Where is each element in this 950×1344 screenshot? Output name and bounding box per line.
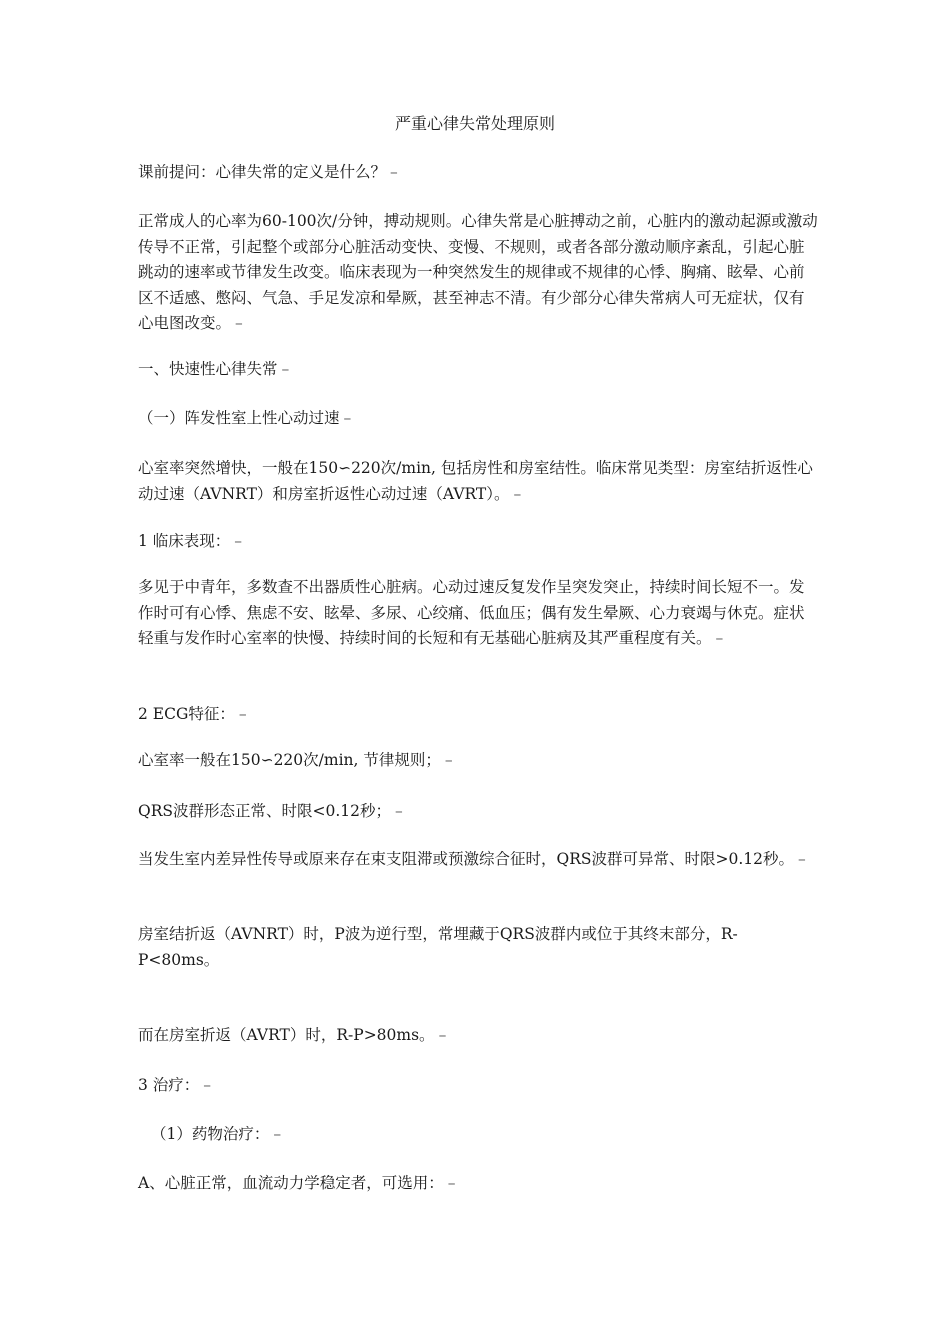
paragraph-mark: – [281, 360, 290, 378]
paragraph [138, 160, 818, 186]
paragraph [138, 209, 818, 337]
paragraph [138, 456, 818, 507]
numbered-heading [138, 1073, 818, 1099]
paragraph-mark: – [238, 705, 247, 723]
paragraph-mark: – [235, 314, 243, 332]
section-heading [138, 357, 818, 383]
paragraph-text: A、心脏正常，血流动力学稳定者，可选用： [138, 1174, 444, 1192]
paragraph-text: 而在房室折返（AVRT）时，R-P>80ms。 [138, 1026, 435, 1044]
paragraph-text: 多见于中青年，多数查不出器质性心脏病。心动过速反复发作呈突发突止，持续时间长短不一。发作时可有心悸、焦虑不安、眩晕、多尿、心绞痛、低血压；偶有发生晕厥、心力衰竭与休克。症状轻重与发作时心室率的快慢、持续时间的长短和有无基础心脏病及其严重程度有关。 [138, 578, 805, 647]
paragraph-mark: – [395, 802, 403, 820]
paragraph-text: 正常成人的心率为60-100次/分钟，搏动规则。心律失常是心脏搏动之前，心脏内的激动起源或激动传导不正常，引起整个或部分心脏活动变快、变慢、不规则，或者各部分激动顺序紊乱，引起心脏跳动的速率或节律发生改变。临床表现为一种突然发生的规律或不规律的心悸、胸痛、眩晕、心前区不适感、憋闷、气急、手足发凉和晕厥，甚至神志不清。有少部分心律失常病人可无症状，仅有心电图改变。 [138, 212, 818, 332]
paragraph-mark: – [798, 850, 806, 868]
paragraph-text: QRS波群形态正常、时限<0.12秒； [138, 802, 391, 820]
paragraph-text: （1）药物治疗： [151, 1125, 270, 1143]
paragraph [138, 847, 818, 873]
paragraph-text: 心室率一般在150∽220次/min, 节律规则； [138, 751, 441, 769]
paragraph-mark: – [438, 1026, 447, 1044]
paragraph-mark: – [513, 484, 522, 503]
paragraph-mark: – [715, 629, 724, 647]
document-title: 严重心律失常处理原则 [394, 114, 555, 133]
numbered-subheading [151, 1122, 831, 1148]
paragraph-mark: – [343, 409, 352, 427]
paragraph-text: 一、快速性心律失常 [138, 360, 278, 378]
paragraph-text: 2 ECG特征： [138, 705, 235, 723]
paragraph-mark: – [390, 163, 398, 181]
paragraph-mark: – [444, 751, 453, 769]
paragraph-text: 心室率突然增快，一般在150∽220次/min, 包括房性和房室结性。临床常见类型：房室结折返性心动过速（AVNRT）和房室折返性心动过速（AVRT）。 [138, 459, 813, 503]
paragraph [138, 575, 818, 652]
paragraph-mark: – [273, 1125, 282, 1143]
paragraph-text: （一）阵发性室上性心动过速 [138, 409, 340, 427]
paragraph [138, 748, 818, 774]
numbered-heading [138, 702, 818, 728]
paragraph [138, 1171, 818, 1197]
paragraph [138, 922, 818, 973]
paragraph-text: 1 临床表现： [138, 532, 231, 550]
paragraph-text: 课前提问：心律失常的定义是什么？ [138, 163, 387, 181]
paragraph-text: 当发生室内差异性传导或原来存在束支阻滞或预激综合征时，QRS波群可异常、时限>0.12秒。 [138, 850, 794, 868]
paragraph-text: 3 治疗： [138, 1076, 200, 1094]
paragraph-mark: – [234, 532, 243, 550]
paragraph-text: 房室结折返（AVNRT）时，P波为逆行型，常埋藏于QRS波群内或位于其终末部分，R-P<80ms。 [138, 925, 738, 969]
paragraph [138, 1023, 818, 1049]
subsection-heading [138, 406, 818, 432]
paragraph [138, 799, 818, 825]
numbered-heading [138, 529, 818, 555]
paragraph-mark: – [203, 1076, 212, 1094]
paragraph-mark: – [447, 1174, 456, 1192]
